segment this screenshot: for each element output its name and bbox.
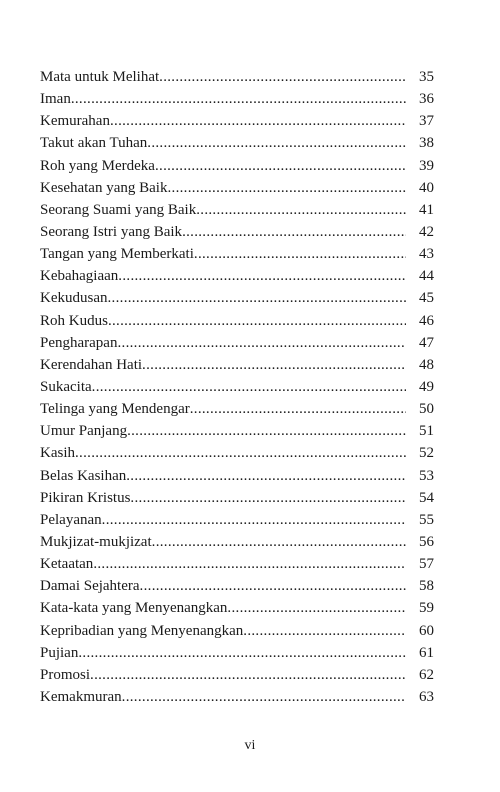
toc-dot-leader <box>92 376 406 398</box>
toc-entry-page: 39 <box>419 157 434 174</box>
toc-dot-leader <box>167 177 406 199</box>
toc-dot-leader <box>182 221 406 243</box>
toc-entry-page: 46 <box>419 312 434 329</box>
toc-entry <box>40 597 434 619</box>
toc-entry-page: 43 <box>419 246 434 263</box>
toc-dot-leader <box>118 265 406 287</box>
toc-entry-page: 58 <box>419 578 434 595</box>
page-number: vi <box>244 738 256 753</box>
toc-dot-leader <box>196 199 406 221</box>
toc-entry <box>40 620 434 642</box>
toc-dot-leader <box>142 354 406 376</box>
toc-entry-title: Kekudusan <box>40 290 108 307</box>
toc-entry <box>40 509 434 531</box>
toc-entry-title: Pelayanan <box>40 511 102 528</box>
toc-dot-leader <box>122 686 406 708</box>
toc-entry-page: 47 <box>419 334 434 351</box>
toc-dot-leader <box>227 597 406 619</box>
toc-entry <box>40 487 434 509</box>
toc-entry-title: Kemurahan <box>40 113 110 130</box>
toc-dot-leader <box>102 509 406 531</box>
toc-entry <box>40 66 434 88</box>
toc-entry <box>40 132 434 154</box>
toc-entry-title: Kebahagiaan <box>40 268 119 285</box>
toc-entry-page: 45 <box>419 290 434 307</box>
toc-entry-page: 44 <box>419 268 434 285</box>
toc-entry <box>40 155 434 177</box>
toc-entry-page: 40 <box>419 179 434 196</box>
toc-entry-title: Kata-kata yang Menyenangkan <box>40 600 228 617</box>
toc-entry-page: 35 <box>419 69 434 85</box>
toc-entry-page: 60 <box>419 622 434 639</box>
toc-entry-page: 55 <box>419 511 434 528</box>
toc-dot-leader <box>152 531 406 553</box>
toc-dot-leader <box>155 155 406 177</box>
toc-entry-page: 38 <box>419 135 434 152</box>
toc-dot-leader <box>127 420 406 442</box>
toc-entry-page: 53 <box>419 467 434 484</box>
toc-entry <box>40 420 434 442</box>
toc-dot-leader <box>130 487 406 509</box>
toc-dot-leader <box>110 110 406 132</box>
toc-dot-leader <box>117 332 406 354</box>
toc-entry-page: 42 <box>419 223 434 240</box>
toc-dot-leader <box>159 66 406 88</box>
toc-entry <box>40 221 434 243</box>
toc-dot-leader <box>90 664 406 686</box>
toc-entry <box>40 553 434 575</box>
toc-entry <box>40 110 434 132</box>
toc-entry-page: 48 <box>419 356 434 373</box>
toc-dot-leader <box>126 465 406 487</box>
toc-entry <box>40 177 434 199</box>
toc-entry <box>40 243 434 265</box>
toc-entry <box>40 664 434 686</box>
toc-dot-leader <box>78 642 406 664</box>
toc-entry-title: Belas Kasihan <box>40 467 127 484</box>
toc-entry-page: 56 <box>419 533 434 550</box>
toc-dot-leader <box>140 575 406 597</box>
toc-entry <box>40 265 434 287</box>
toc-dot-leader <box>71 88 406 110</box>
toc-entry <box>40 398 434 420</box>
toc-dot-leader <box>194 243 406 265</box>
toc-entry-title: Roh yang Merdeka <box>40 157 155 174</box>
toc-entry <box>40 199 434 221</box>
toc-entry-title: Kesehatan yang Baik <box>40 179 168 196</box>
toc-entry-title: Mata untuk Melihat <box>40 69 160 85</box>
toc-entry-page: 36 <box>419 91 434 108</box>
toc-entry-page: 63 <box>419 688 434 705</box>
toc-entry-title: Takut akan Tuhan <box>40 135 148 152</box>
toc-entry <box>40 531 434 553</box>
toc-entry <box>40 642 434 664</box>
toc-entry-title: Kepribadian yang Menyenangkan <box>40 622 244 639</box>
toc-entry-page: 51 <box>419 423 434 440</box>
toc-entry-page: 54 <box>419 489 434 506</box>
toc-entry-title: Pujian <box>40 644 79 661</box>
toc-entry-title: Roh Kudus <box>40 312 108 329</box>
toc-dot-leader <box>190 398 406 420</box>
toc-entry-page: 52 <box>419 445 434 462</box>
toc-entry <box>40 354 434 376</box>
toc-entry <box>40 310 434 332</box>
toc-dot-leader <box>93 553 406 575</box>
toc-entry-title: Kemakmuran <box>40 688 122 705</box>
toc-entry-title: Kerendahan Hati <box>40 356 143 373</box>
toc-entry-title: Seorang Istri yang Baik <box>40 223 183 240</box>
table-of-contents <box>40 66 434 708</box>
toc-entry-title: Ketaatan <box>40 556 94 573</box>
toc-entry-page: 57 <box>419 556 434 573</box>
toc-entry <box>40 287 434 309</box>
toc-entry <box>40 686 434 708</box>
toc-entry-page: 49 <box>419 378 434 395</box>
toc-entry-title: Mukjizat-mukjizat <box>40 533 152 550</box>
toc-entry-page: 41 <box>419 201 434 218</box>
toc-entry-title: Pengharapan <box>40 334 118 351</box>
toc-entry-page: 62 <box>419 666 434 683</box>
toc-entry-title: Kasih <box>40 445 75 462</box>
toc-entry-page: 37 <box>419 113 434 130</box>
toc-entry-title: Iman <box>40 91 71 108</box>
toc-entry-title: Umur Panjang <box>40 423 128 440</box>
toc-dot-leader <box>243 620 406 642</box>
toc-entry <box>40 88 434 110</box>
toc-entry-title: Tangan yang Memberkati <box>40 246 194 263</box>
toc-entry-page: 61 <box>419 644 434 661</box>
toc-entry <box>40 442 434 464</box>
toc-entry <box>40 465 434 487</box>
toc-dot-leader <box>108 310 406 332</box>
toc-entry-title: Seorang Suami yang Baik <box>40 201 197 218</box>
toc-entry-title: Sukacita <box>40 378 92 395</box>
toc-entry <box>40 376 434 398</box>
toc-entry-title: Telinga yang Mendengar <box>40 401 190 418</box>
toc-dot-leader <box>108 287 407 309</box>
toc-dot-leader <box>75 442 406 464</box>
toc-dot-leader <box>147 132 406 154</box>
toc-entry-page: 50 <box>419 401 434 418</box>
toc-entry <box>40 575 434 597</box>
toc-entry-page: 59 <box>419 600 434 617</box>
toc-entry-title: Promosi <box>40 666 91 683</box>
toc-entry-title: Damai Sejahtera <box>40 578 140 595</box>
toc-entry-title: Pikiran Kristus <box>40 489 131 506</box>
toc-entry <box>40 332 434 354</box>
